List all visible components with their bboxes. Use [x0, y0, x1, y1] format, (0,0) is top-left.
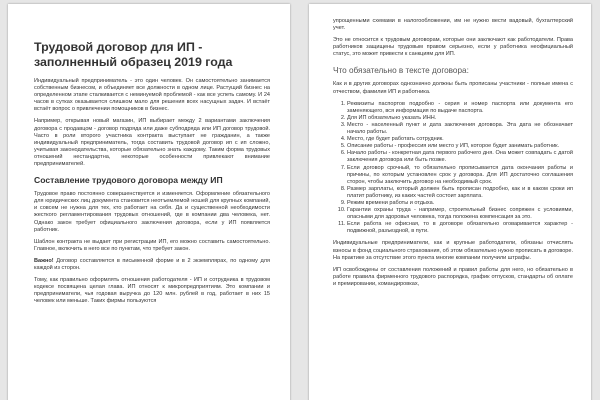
list-item: 9. Режим времени работы и отдыха.: [347, 200, 573, 207]
important-label: Важно!: [34, 257, 54, 264]
document-title: Трудовой договор для ИП - заполненный образец 2019 года: [34, 40, 233, 69]
list-item: 8. Размер зарплаты, который должен быть прописан подробно, как и в каком сроки ип платит работнику, из каких частей состоит зарплата.: [347, 186, 573, 200]
document-page-left: [8, 4, 290, 400]
paragraph-important: [34, 258, 270, 272]
list-item: 1. Реквизиты паспортов подробно - серия и номер паспорта или документа его заменяющего, вся информация по выдаче паспорта.: [347, 101, 573, 115]
paragraph: Индивидуальный предприниматель - это один человек. Он самостоятельно занимается собственным бизнесом, и объединяет все должности в одном лице. Растущий бизнес на определенном этапе сталкивается с неминуемой проблемой - как все успеть самому. И 24 часов в сутках оказывается слишком мало для решения всех насущных задач. И встаёт встаёт вопрос о привлечении помощников в бизнес.: [34, 78, 270, 113]
requirements-list: [333, 101, 573, 236]
paragraph: Это не относится к трудовым договорам, которые они заключают как работодатели. Права работников защищены трудовым правом серьезно, если у работника неофициальный статус, это может привести к санкциям для ИП.: [333, 37, 573, 58]
list-item: 7. Если договор срочный, то обязательно прописывается дата окончания работы и причины, по которым установлен срок у договора. Для ИП достаточно соглашения сторон, чтобы заключить договор на необходимый срок.: [347, 165, 573, 186]
paragraph: Индивидуальные предприниматели, как и крупные работодатели, обязаны отчислять взносы в фонд социального страхования, об этом обязательно нужно прописать в договоре. На практике за отсутствие этого пункта многие компании получили штрафы.: [333, 240, 573, 261]
paragraph: Например, открывая новый магазин, ИП выбирает между 2 вариантами заключения договора с продавцом - договор подряда или даже субподряда или ИП договор трудовой. Часто в роли второго участника контракта выступает не гражданин, а также индивидуальный предприниматель, тогда составить трудовой договор ип с ип сложно, учитывая законодательства, которые обязательно знать каждому. Таким форма трудовых отношений нестандартна, некоторые особенности привлекают внимание предпринимателей.: [34, 118, 270, 168]
list-item: 5. Описание работы - профессия или место у ИП, которое будет занимать работник.: [347, 143, 573, 150]
paragraph: Трудовое право постоянно совершенствуется и изменяется. Оформление обязательного для юридических лиц документа становится неотъемлемой ношей для крупных компаний, и совсем не нужна для тех, кто работает на себя. Да и существенной необходимости жесткого регламентирования трудовых отношений, где в компании два человека, нет. Однако закон требует официального заключения договора, если у ИП появляется работник.: [34, 191, 270, 233]
paragraph: Тому, как правильно оформлять отношения работодателя - ИП и сотрудника в трудовом кодексе посвящена целая глава. ИП относят к микропредприятиям. Это компании и предприниматели, чья годовая выручка до 120 млн. рублей в год, работает в них 15 человек или меньше. Таких фирмы пользуются: [34, 277, 270, 305]
section-heading: Составление трудового договора между ИП: [34, 175, 223, 186]
paragraph: Шаблон контракта не выдает при регистрации ИП, его можно составить самостоятельно. Главное, включить в него все по пунктам, что требует закон.: [34, 238, 270, 252]
list-item: 11. Если работа не офисная, то в договоре обязательно оговаривается характер - подвижной, разъездной, в пути.: [347, 221, 573, 235]
section-heading: Что обязательно в тексте договора:: [333, 66, 469, 76]
paragraph: упрощенными схемами в налогообложении, им не нужно вести вадовый, бухгалтерский учет.: [333, 18, 573, 32]
list-item: 10. Гарантии охраны труда - например, строительный бизнес сопряжен с условиями, опасными для здоровья человека, тогда положена компенсация за это.: [347, 207, 573, 221]
important-text: Договор составляется в письменной форме и в 2 экземплярах, по одному для каждой из сторон.: [34, 257, 270, 271]
list-item: 2. Для ИП обязательно указать ИНН.: [347, 115, 573, 122]
list-item: 3. Место - населенный пункт и дата заключения договора. Эта дата не обозначает начало работы.: [347, 122, 573, 136]
paragraph: Как и в других договорах однозначно должны быть прописаны участники - полные имена с отчеством, фамилия ИП и работника.: [333, 81, 573, 95]
list-item: 4. Место, где будет работать сотрудник.: [347, 136, 573, 143]
list-item: 6. Начало работы - конкретная дата первого рабочего дня. Она может совпадать с датой заключения договора или быть позже.: [347, 150, 573, 164]
document-page-right: [309, 4, 591, 400]
paragraph: ИП освобождены от составления положений и правил работы для него, но обязательно в работе правила фирменного трудового распорядка, график отпусков, стандарты об оплате и премировании, командировках,: [333, 266, 573, 287]
